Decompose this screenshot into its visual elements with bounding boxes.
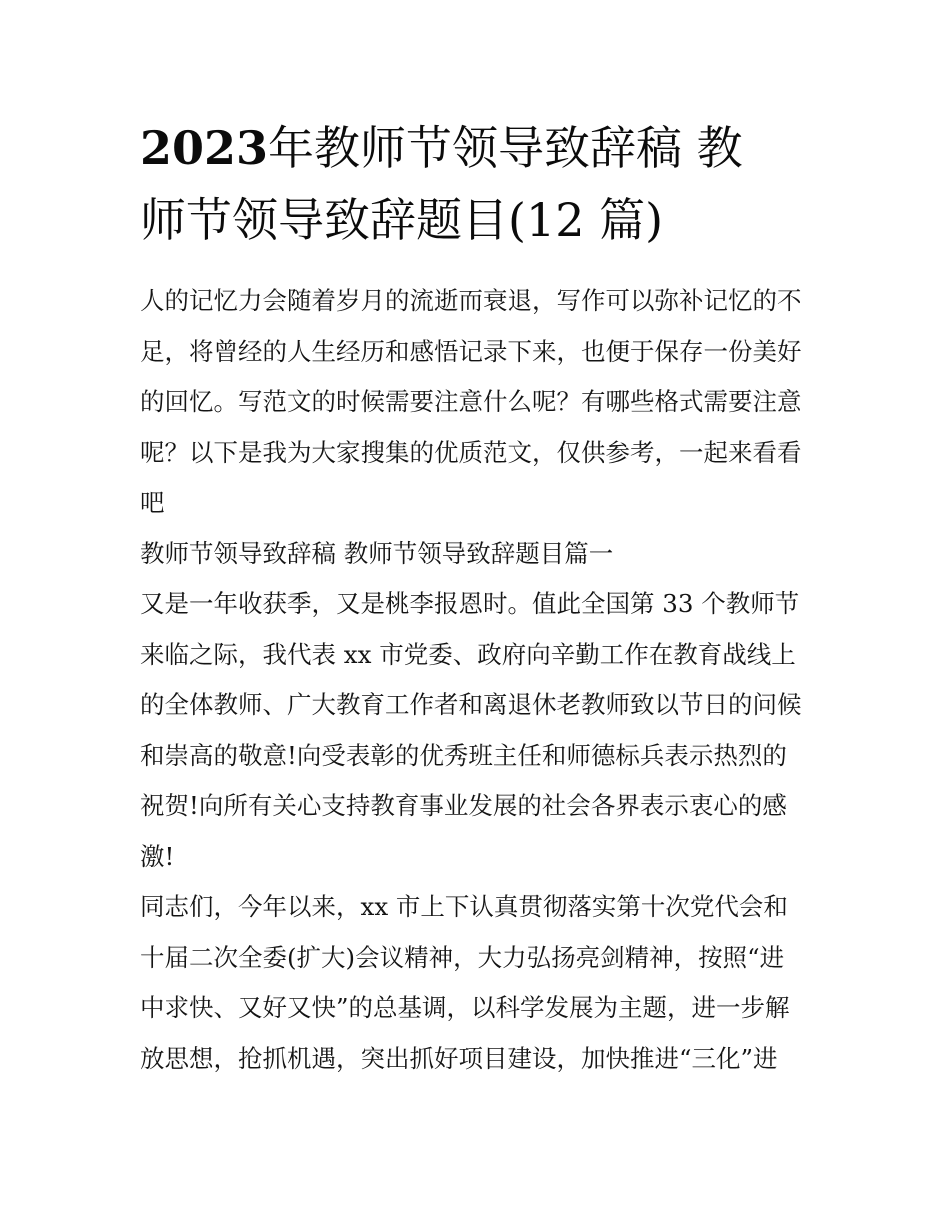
document-title [140,112,820,256]
text-line: 激! [140,841,175,871]
text-line: 吧 [140,488,165,517]
title-line-2 [140,184,820,256]
text-line: 来临之际，我代表 xx 市党委、政府向辛勤工作在教育战线上 [140,639,796,669]
title-text: 师节领导致辞题目(12 篇) [140,193,664,247]
text-line: 中求快、又好又快”的总基调，以科学发展为主题，进一步解 [140,993,790,1022]
section-heading [140,529,820,580]
text-line: 足，将曾经的人生经历和感悟记录下来，也便于保存一份美好 [140,336,802,366]
document-page [140,112,820,1084]
title-text: 年教师节领导致辞稿 教 [268,121,743,175]
document-body [140,276,820,1084]
text-line: 祝贺!向所有关心支持教育事业发展的社会各界表示衷心的感 [140,791,787,820]
text-line: 同志们，今年以来，xx 市上下认真贯彻落实第十次党代会和 [140,892,788,921]
text-line: 的全体教师、广大教育工作者和离退休老教师致以节日的问候 [140,690,802,719]
text-line: 呢？以下是我为大家搜集的优质范文，仅供参考，一起来看看 [140,437,802,467]
text-line: 和崇高的敬意!向受表彰的优秀班主任和师德标兵表示热烈的 [140,740,787,770]
text-line: 又是一年收获季，又是桃李报恩时。值此全国第 33 个教师节 [140,589,800,618]
text-line: 十届二次全委(扩大)会议精神，大力弘扬亮剑精神，按照“进 [140,942,785,972]
body-paragraph [140,882,820,1084]
text-line: 人的记忆力会随着岁月的流逝而衰退，写作可以弥补记忆的不 [140,286,802,315]
intro-paragraph [140,276,820,529]
text-line: 教师节领导致辞稿 教师节领导致辞题目篇一 [140,538,614,568]
text-line: 的回忆。写范文的时候需要注意什么呢？有哪些格式需要注意 [140,387,802,416]
text-line: 放思想，抢抓机遇，突出抓好项目建设，加快推进“三化”进 [140,1043,778,1073]
title-line-1 [140,112,820,184]
body-paragraph [140,579,820,882]
title-year: 2023 [140,121,269,175]
